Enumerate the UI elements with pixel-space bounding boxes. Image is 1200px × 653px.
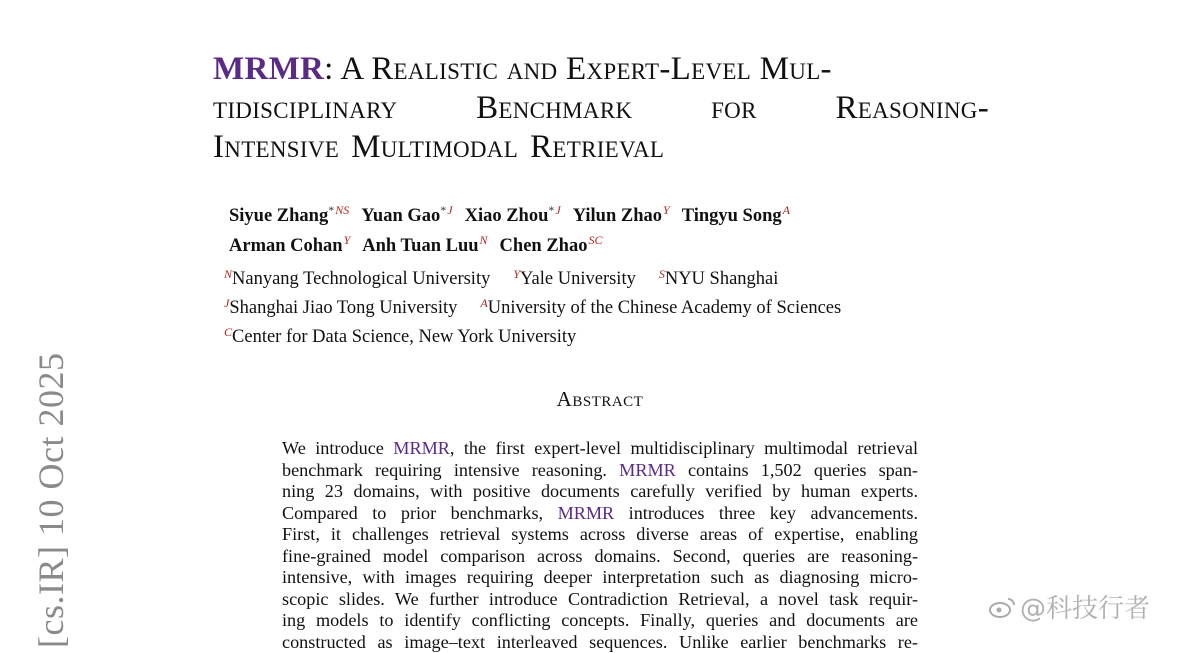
affiliation: $^N$Nanyang Technological University	[223, 269, 490, 289]
author-row	[229, 198, 949, 228]
author-list	[229, 198, 949, 258]
affiliation-mark: Y	[344, 233, 351, 247]
equal-contribution-mark: *	[548, 203, 554, 217]
title-word: Multimodal	[351, 128, 518, 167]
affiliation-mark: SC	[588, 233, 602, 247]
affiliation-row	[223, 320, 943, 349]
author-name: Tingyu Song$^A$	[682, 206, 790, 226]
benchmark-name-link: MRMR	[558, 503, 615, 523]
title-line-1	[213, 50, 989, 89]
affiliation-mark: NS	[335, 203, 349, 217]
title-word: tidisciplinary	[213, 89, 397, 128]
abstract-body	[282, 438, 918, 653]
title-word: Retrieval	[530, 128, 664, 167]
abstract-line: constructed as image–text interleaved sequences. Unlike earlier benchmarks re-	[282, 632, 918, 653]
title-line1-text: : A Realistic and Expert-Level Mul-	[324, 51, 832, 87]
affiliation-mark: A	[480, 296, 487, 310]
weibo-icon	[988, 596, 1016, 618]
abstract-line: ning 23 domains, with positive documents carefully verified by human experts.	[282, 481, 918, 503]
author-name: Chen Zhao$^{SC}$	[500, 236, 603, 256]
affiliation: $^A$University of the Chinese Academy of Sciences	[479, 298, 841, 318]
affiliation-mark: N	[224, 267, 232, 281]
affiliation-row	[223, 262, 943, 291]
title-word: Intensive	[213, 128, 339, 167]
affiliation: $^S$NYU Shanghai	[658, 269, 779, 289]
author-name: Yilun Zhao$^Y$	[573, 206, 670, 226]
affiliation: $^C$Center for Data Science, New York University	[223, 327, 576, 347]
abstract-line: Compared to prior benchmarks, MRMR introduces three key advancements.	[282, 503, 918, 525]
abstract-line: scopic slides. We further introduce Contradiction Retrieval, a novel task requir-	[282, 589, 918, 611]
affiliation: $^J$Shanghai Jiao Tong University	[223, 298, 457, 318]
abstract-heading: Abstract	[0, 387, 1200, 412]
abstract-line: We introduce MRMR, the first expert-level multidisciplinary multimodal retrieval	[282, 438, 918, 460]
affiliation-mark: Y	[663, 203, 670, 217]
author-row	[229, 228, 949, 258]
author-name: Xiao Zhou$^{*J}$	[465, 206, 561, 226]
abstract-line: ing models to identify conflicting concepts. Finally, queries and documents are	[282, 610, 918, 632]
affiliation-mark: J	[555, 203, 560, 217]
affiliation-mark: A	[783, 203, 790, 217]
affiliation-mark: S	[659, 267, 665, 281]
title-word: for	[711, 89, 757, 128]
arxiv-stamp: [cs.IR] 10 Oct 2025	[30, 353, 72, 648]
equal-contribution-mark: *	[440, 203, 446, 217]
abstract-line: fine-grained model comparison across domains. Second, queries are reasoning-	[282, 546, 918, 568]
benchmark-name-link: MRMR	[393, 438, 450, 458]
abstract-line: benchmark requiring intensive reasoning. MRMR contains 1,502 queries span-	[282, 460, 918, 482]
affiliation-mark: J	[447, 203, 452, 217]
benchmark-name-link: MRMR	[619, 460, 676, 480]
title-word: Reasoning-	[835, 89, 989, 128]
abstract-line: intensive, with images requiring deeper interpretation such as diagnosing micro-	[282, 567, 918, 589]
affiliation-mark: J	[224, 296, 229, 310]
author-name: Anh Tuan Luu$^N$	[362, 236, 487, 256]
affiliation-list	[223, 262, 943, 349]
paper-title	[213, 50, 989, 167]
watermark	[988, 588, 1150, 625]
affiliation-row	[223, 291, 943, 320]
author-name: Yuan Gao$^{*J}$	[361, 206, 452, 226]
author-name: Arman Cohan$^Y$	[229, 236, 350, 256]
title-line-3	[213, 128, 989, 167]
affiliation-mark: Y	[513, 267, 520, 281]
title-brand: MRMR	[213, 51, 324, 87]
equal-contribution-mark: *	[328, 203, 334, 217]
title-line-2	[213, 89, 989, 128]
affiliation-mark: C	[224, 325, 232, 339]
affiliation: $^Y$Yale University	[512, 269, 635, 289]
title-word: Benchmark	[476, 89, 632, 128]
author-name: Siyue Zhang$^{*NS}$	[229, 206, 349, 226]
affiliation-mark: N	[480, 233, 488, 247]
abstract-line: First, it challenges retrieval systems across diverse areas of expertise, enabling	[282, 524, 918, 546]
watermark-text: @科技行者	[1020, 588, 1150, 625]
